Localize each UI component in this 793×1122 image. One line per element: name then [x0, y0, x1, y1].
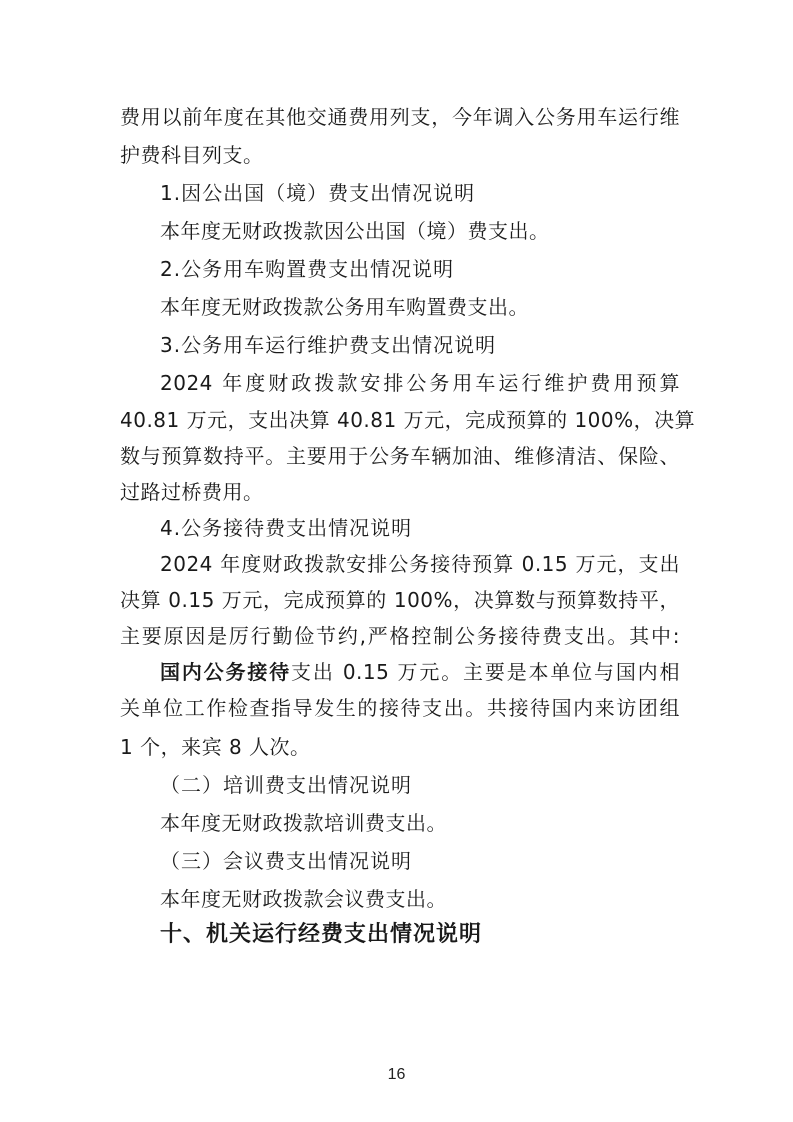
paragraph-line: 主要原因是厉行勤俭节约,严格控制公务接待费支出。其中: [120, 624, 680, 648]
paragraph-line: 费用以前年度在其他交通费用列支，今年调入公务用车运行维 [120, 105, 680, 129]
paragraph-line: 数与预算数持平。主要用于公务车辆加油、维修清洁、保险、 [120, 444, 680, 468]
section-heading: 4.公务接待费支出情况说明 [160, 516, 413, 540]
paragraph-line: 决算 0.15 万元，完成预算的 100%，决算数与预算数持平， [120, 588, 680, 612]
section-heading: （三）会议费支出情况说明 [160, 849, 412, 873]
paragraph-line: 本年度无财政拨款因公出国（境）费支出。 [160, 219, 550, 243]
section-heading: （二）培训费支出情况说明 [160, 773, 412, 797]
section-heading: 1.因公出国（境）费支出情况说明 [160, 181, 476, 205]
page-number: 16 [387, 1066, 406, 1083]
paragraph-line: 过路过桥费用。 [120, 480, 264, 504]
paragraph-line: 关单位工作检查指导发生的接待支出。共接待国内来访团组 [120, 696, 680, 720]
paragraph-line: 2024 年度财政拨款安排公务接待预算 0.15 万元，支出 [160, 552, 680, 576]
chapter-heading: 十、机关运行经费支出情况说明 [160, 922, 483, 947]
paragraph-line: 1 个，来宾 8 人次。 [120, 735, 311, 759]
paragraph-line: 40.81 万元，支出决算 40.81 万元，完成预算的 100%，决算 [120, 408, 696, 432]
section-heading: 3.公务用车运行维护费支出情况说明 [160, 333, 497, 357]
section-heading: 2.公务用车购置费支出情况说明 [160, 257, 455, 281]
paragraph-line: 本年度无财政拨款培训费支出。 [160, 811, 447, 835]
paragraph-line: 本年度无财政拨款公务用车购置费支出。 [160, 295, 529, 319]
paragraph-line: 本年度无财政拨款会议费支出。 [160, 887, 447, 911]
bold-term: 国内公务接待 [160, 660, 291, 684]
paragraph-text: 支出 0.15 万元。主要是本单位与国内相 [290, 660, 681, 684]
paragraph-line [160, 657, 680, 687]
paragraph-line: 护费科目列支。 [120, 143, 264, 167]
paragraph-line: 2024 年度财政拨款安排公务用车运行维护费用预算 [160, 371, 680, 395]
